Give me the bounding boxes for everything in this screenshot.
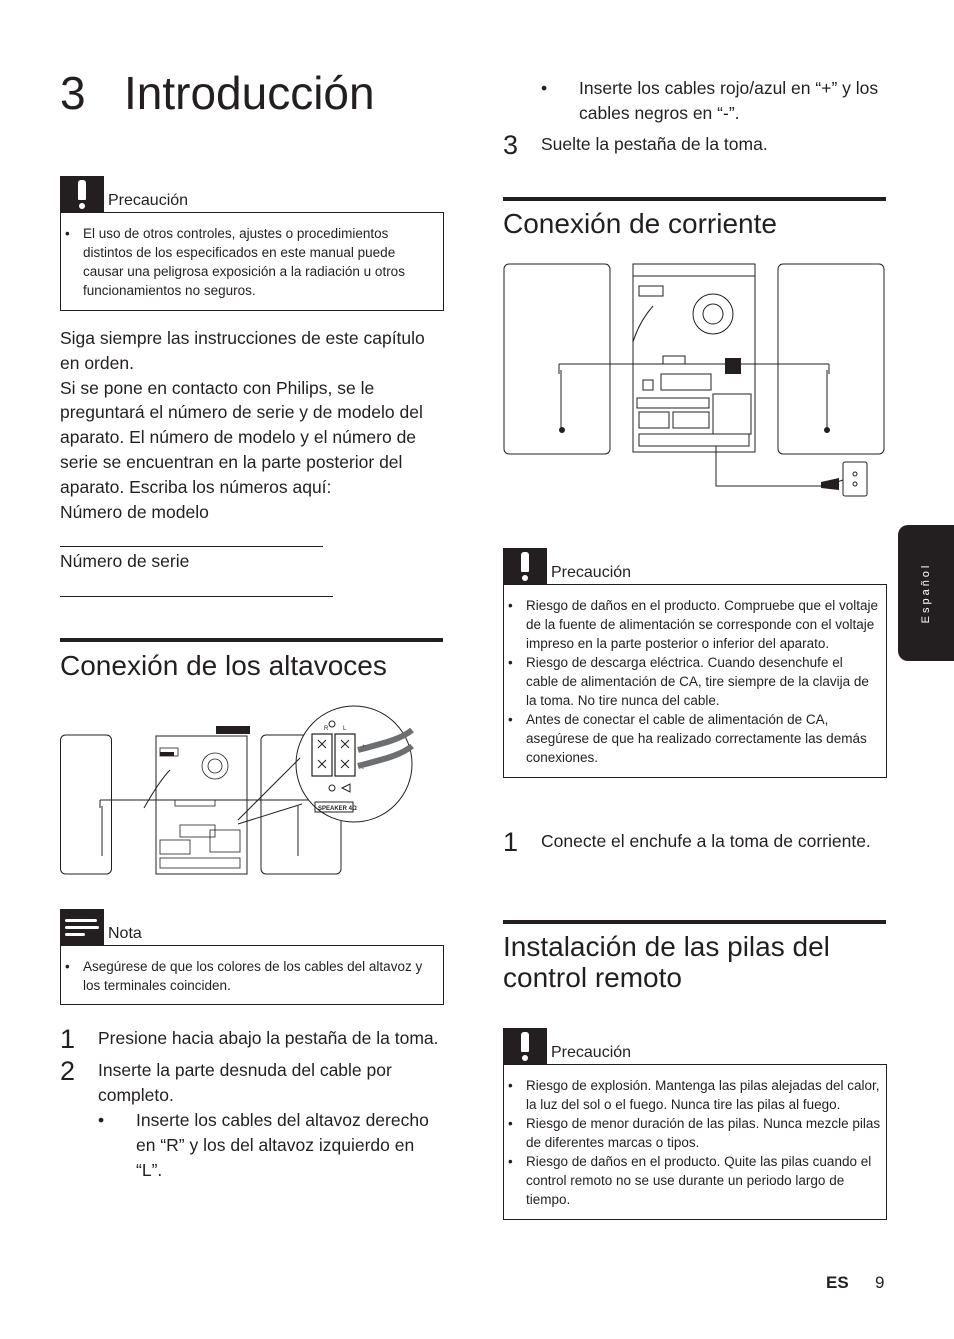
caution-intro-item: • El uso de otros controles, ajustes o procedimientos distintos de los especificados en este manual puede causar una peligrosa exposición a la radiación u otros funcionamientos no seguros.	[61, 224, 433, 300]
language-tab	[898, 525, 954, 661]
caution-batteries-header	[503, 1028, 887, 1064]
caution-power-item: • Riesgo de daños en el producto. Compruebe que el voltaje de la fuente de alimentación se corresponde con el voltaje impreso en la parte posterior o inferior del aparato.	[504, 596, 878, 653]
terminal-plus-label: +	[362, 744, 366, 750]
page-number: 9	[875, 1273, 885, 1292]
caution-power	[503, 548, 887, 778]
model-number-blank	[60, 524, 323, 547]
terminal-r: R	[166, 1135, 179, 1155]
speaker-steps	[60, 1026, 444, 1183]
caution-batteries-item: • Riesgo de menor duración de las pilas. Nunca mezcle pilas de diferentes marcas o tipos.	[504, 1114, 882, 1152]
caution-batteries	[503, 1028, 887, 1220]
bullet-text: ” y los cables negros en “	[579, 78, 879, 123]
power-steps	[503, 829, 887, 855]
bullet-text: ” y los del altavoz izquierdo en “	[136, 1135, 415, 1180]
terminal-minus-label: -	[362, 766, 364, 772]
speakers-rule	[60, 638, 443, 642]
batteries-heading	[503, 931, 887, 993]
terminal-l: L	[141, 1160, 152, 1180]
model-number-label: Número de modelo	[60, 501, 209, 522]
bullet-text: ”.	[728, 103, 740, 123]
batteries-rule	[503, 920, 886, 924]
note-icon	[60, 909, 104, 945]
step-text: Suelte la pestaña de la toma.	[541, 134, 768, 154]
caution-power-label: Precaución	[551, 564, 632, 581]
caution-batteries-item: • Riesgo de daños en el producto. Quite las pilas cuando el control remoto no se use durante un periodo largo de tiempo.	[504, 1152, 882, 1209]
speakers-heading: Conexión de los altavoces	[60, 650, 387, 681]
caution-intro	[60, 176, 444, 311]
note-speakers	[60, 909, 444, 1005]
note-box	[60, 945, 444, 1005]
chapter-title-text: Introducción	[124, 67, 375, 119]
batteries-heading-line-2: control remoto	[503, 962, 682, 993]
caution-batteries-label: Precaución	[551, 1044, 632, 1061]
speaker-terminal-label: SPEAKER 4Ω	[318, 806, 357, 812]
caution-intro-label: Precaución	[108, 192, 189, 209]
step-number: 3	[503, 130, 519, 160]
note-item: • Asegúrese de que los colores de los cables del altavoz y los terminales coinciden.	[61, 957, 433, 995]
right-speaker	[778, 264, 884, 454]
polarity-minus: -	[722, 103, 729, 123]
step-number: 1	[503, 827, 519, 857]
left-speaker	[61, 735, 112, 874]
serial-number-label: Número de serie	[60, 551, 190, 572]
terminal-l-label: L	[343, 726, 347, 732]
note-label: Nota	[108, 925, 142, 942]
speaker-steps-continued	[503, 76, 887, 158]
caution-batteries-box	[503, 1064, 887, 1220]
intro-paragraph: Siga siempre las instrucciones de este capítulo en orden.	[60, 328, 425, 373]
note-header	[60, 909, 444, 945]
power-step-1	[503, 829, 887, 855]
exclamation-icon	[503, 548, 547, 584]
serial-number-blank	[60, 574, 333, 597]
bullet-text: Inserte los cables rojo/azul en “	[579, 78, 822, 98]
caution-power-header	[503, 548, 887, 584]
speaker-step-2-bullet	[98, 1108, 444, 1183]
step-number: 1	[60, 1024, 76, 1054]
contact-paragraph: Si se pone en contacto con Philips, se le preguntará el número de serie y de modelo del aparato. El número de modelo y el número de serie se encuentran en la parte posterior del aparato. Escriba los números aquí:	[60, 377, 423, 497]
caution-intro-box	[60, 212, 444, 311]
caution-power-item: • Antes de conectar el cable de alimentación de CA, asegúrese de que ha realizado correctamente las demás conexiones.	[504, 710, 878, 767]
chapter-title	[60, 66, 375, 120]
batteries-heading-line-1: Instalación de las pilas del	[503, 931, 830, 962]
exclamation-icon	[60, 176, 104, 212]
polarity-plus: +	[821, 78, 832, 98]
speaker-step-3	[503, 132, 887, 158]
caution-intro-header	[60, 176, 444, 212]
terminal-zoom-circle	[296, 706, 412, 822]
footer-language: ES	[826, 1273, 849, 1292]
step-text: Inserte la parte desnuda del cable por completo.	[98, 1060, 392, 1105]
bullet-text: Inserte los cables del altavoz derecho en “	[136, 1110, 429, 1155]
power-connection-diagram	[503, 262, 886, 500]
speaker-connection-diagram	[60, 700, 416, 880]
power-heading: Conexión de corriente	[503, 208, 777, 239]
chapter-number: 3	[60, 67, 86, 119]
main-unit	[156, 736, 247, 874]
caution-batteries-item: • Riesgo de explosión. Mantenga las pilas alejadas del calor, la luz del sol o el fuego. Nunca tire las pilas al fuego.	[504, 1076, 882, 1114]
terminal-r-label: R	[324, 726, 329, 732]
language-tab-label: Español	[920, 562, 932, 624]
step-text: Presione hacia abajo la pestaña de la toma.	[98, 1028, 439, 1048]
caution-power-item: • Riesgo de descarga eléctrica. Cuando desenchufe el cable de alimentación de CA, tire siempre de la clavija de la toma. No tire nunca del cable.	[504, 653, 878, 710]
exclamation-icon	[503, 1028, 547, 1064]
speaker-step-1	[60, 1026, 444, 1052]
step-number: 2	[60, 1056, 76, 1086]
caution-power-box	[503, 584, 887, 778]
power-rule	[503, 197, 886, 201]
bullet-text: ”.	[151, 1160, 163, 1180]
speaker-step-2-bullet-2	[541, 76, 887, 126]
speaker-step-2	[60, 1058, 444, 1108]
step-text: Conecte el enchufe a la toma de corriente.	[541, 831, 871, 851]
left-speaker	[504, 264, 610, 454]
intro-text	[60, 326, 444, 597]
